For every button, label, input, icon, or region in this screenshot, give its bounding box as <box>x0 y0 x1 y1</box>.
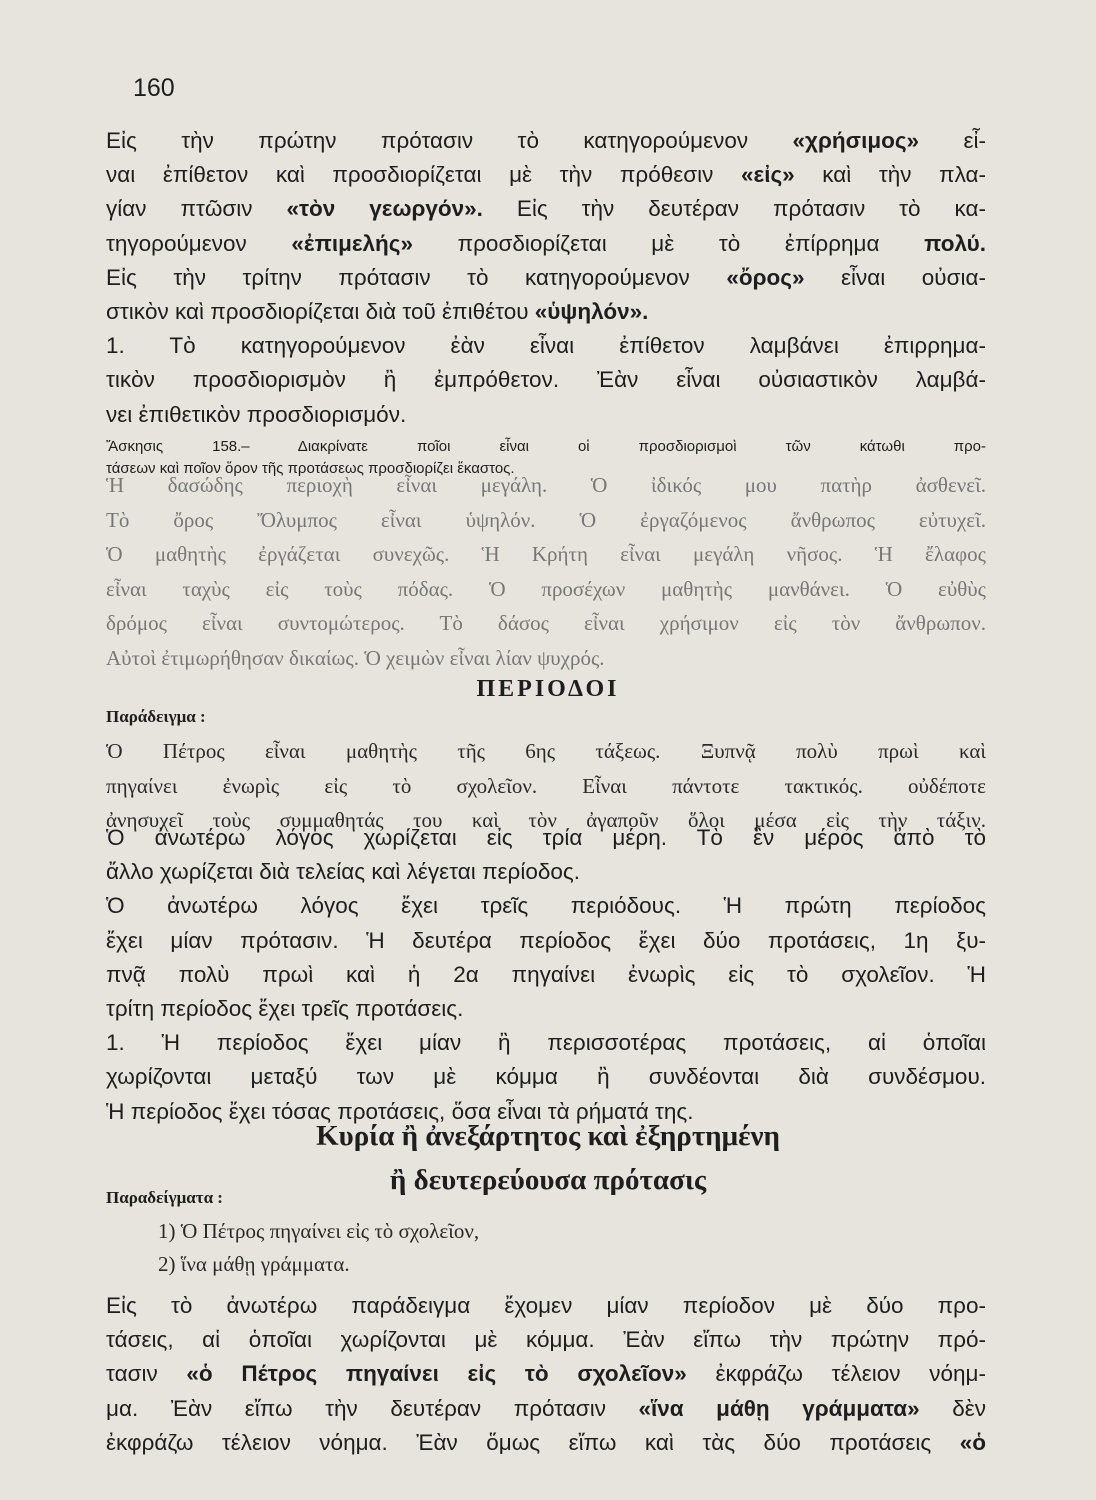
example-label: Παράδειγμα : <box>106 707 206 726</box>
bold-term: «ἐπιμελής» <box>291 230 413 256</box>
bold-term: «ἵνα μάθῃ γράμματα» <box>638 1395 920 1421</box>
bold-term: «χρήσιμος» <box>792 128 920 153</box>
explanation-line: Ἡ περίοδος ἔχει τόσας προτάσεις, ὅσα εἶναι τὰ ρήματά της. <box>106 1098 694 1124</box>
text-segment: 1. Τὸ κατηγορούμενον ἐὰν εἶναι ἐπίθετον λαμβάνει ἐπιρρημα- <box>106 333 986 359</box>
text-segment: τάσεις, αἱ ὁποῖαι χωρίζονται μὲ κόμμα. Ἐὰν εἴπω τὴν πρώτην πρό- <box>106 1327 986 1353</box>
text-line <box>106 192 986 226</box>
exercise-instruction-line: Ἄσκησις 158.– Διακρίνατε ποῖοι εἶναι οἱ προσδιορισμοὶ τῶν κάτωθι προ- <box>106 438 986 455</box>
intro-paragraph <box>106 124 986 432</box>
text-segment: Εἰς τὸ ἀνωτέρω παράδειγμα ἔχομεν μίαν περίοδον μὲ δύο προ- <box>106 1293 986 1318</box>
text-segment: δὲν <box>952 1395 986 1421</box>
explanation-line: ἔχει μίαν πρότασιν. Ἡ δευτέρα περίοδος ἔχει δύο προτάσεις, 1η ξυ- <box>106 927 986 953</box>
text-segment: Εἰς τὴν πρώτην πρότασιν τὸ κατηγορούμενον <box>106 128 749 153</box>
explanation-line: Ὁ ἀνωτέρω λόγος χωρίζεται εἰς τρία μέρη. Τὸ ἓν μέρος ἀπὸ τὸ <box>106 825 986 850</box>
examples-label: Παραδείγματα : <box>106 1188 223 1207</box>
text-segment: Εἰς τὴν δευτέραν πρότασιν τὸ κα- <box>516 196 986 222</box>
section-heading-kyria-line1: Κυρία ἢ ἀνεξάρτητος καὶ ἐξηρτημένη <box>316 1120 780 1152</box>
text-segment: ἐκφράζω τέλειον νόημα. Ἐὰν ὅμως εἴπω καὶ τὰς δύο προτάσεις <box>106 1429 932 1455</box>
example-text-line: Ὁ Πέτρος εἶναι μαθητὴς τῆς 6ης τάξεως. Ξυπνᾷ πολὺ πρωὶ καὶ <box>106 739 986 763</box>
exercise-sentences <box>106 468 986 675</box>
text-line <box>106 1289 986 1323</box>
example-item-1: 1) Ὁ Πέτρος πηγαίνει εἰς τὸ σχολεῖον, <box>158 1219 480 1243</box>
bold-term: πολύ. <box>924 230 986 256</box>
bold-term: «ὑψηλόν». <box>534 298 649 324</box>
text-line <box>106 398 986 432</box>
text-line <box>106 124 986 158</box>
text-segment: τηγορούμενον <box>106 230 247 256</box>
text-segment: εἶναι οὐσια- <box>840 264 986 290</box>
text-segment: μα. Ἐὰν εἴπω τὴν δευτέραν πρότασιν <box>106 1395 606 1421</box>
example-item-2: 2) ἵνα μάθῃ γράμματα. <box>158 1252 350 1276</box>
text-segment: Εἰς τὴν τρίτην πρότασιν τὸ κατηγορούμενον <box>106 264 690 290</box>
section-heading-periodoi: ΠΕΡΙΟΔΟΙ <box>476 676 620 702</box>
exercise-sentence-line: δρόμος εἶναι συντομώτερος. Τὸ δάσος εἶναι χρήσιμον εἰς τὸν ἄνθρωπον. <box>106 611 986 635</box>
exercise-sentence-line: Τὸ ὄρος Ὄλυμπος εἶναι ὑψηλόν. Ὁ ἐργαζόμενος ἄνθρωπος εὐτυχεῖ. <box>106 507 986 532</box>
explanation-line: χωρίζονται μεταξύ των μὲ κόμμα ἢ συνδέονται διὰ συνδέσμου. <box>106 1064 986 1090</box>
text-line <box>106 1357 986 1391</box>
page-number: 160 <box>133 74 175 102</box>
text-line <box>106 261 986 295</box>
bold-term: «ὁ <box>959 1429 986 1455</box>
text-segment: εἶ- <box>963 128 986 153</box>
text-segment: νει ἐπιθετικὸν προσδιορισμόν. <box>106 401 407 427</box>
text-line <box>106 158 986 192</box>
text-line <box>106 1323 986 1357</box>
text-segment: ναι ἐπίθετον καὶ προσδιορίζεται μὲ τὴν πρόθεσιν <box>106 162 714 188</box>
exercise-instruction-line: τάσεων καὶ ποῖον ὅρον τῆς προτάσεως προσδιορίζει ἕκαστος. <box>106 460 515 477</box>
text-line <box>106 329 986 363</box>
explanation-line: Ὁ ἀνωτέρω λόγος ἔχει τρεῖς περιόδους. Ἡ πρώτη περίοδος <box>106 893 986 919</box>
text-segment: στικὸν καὶ προσδιορίζεται διὰ τοῦ ἐπιθέτου <box>106 298 529 324</box>
text-line <box>106 227 986 261</box>
section-heading-kyria-line2: ἢ δευτερεύουσα πρότασις <box>389 1164 707 1196</box>
bold-term: «ὁ Πέτρος πηγαίνει εἰς τὸ σχολεῖον» <box>186 1361 687 1387</box>
text-line <box>106 1392 986 1426</box>
text-segment: ἐκφράζω τέλειον νόημ- <box>715 1361 986 1387</box>
periodoi-explanation <box>106 821 986 1129</box>
explanation-line: τρίτη περίοδος ἔχει τρεῖς προτάσεις. <box>106 995 464 1021</box>
bold-term: «τὸν γεωργόν». <box>286 196 483 222</box>
exercise-sentence-line: Αὐτοὶ ἐτιμωρήθησαν δικαίως. Ὁ χειμὼν εἶναι λίαν ψυχρός. <box>106 645 605 670</box>
example-text-line: πηγαίνει ἐνωρὶς εἰς τὸ σχολεῖον. Εἶναι πάντοτε τακτικός. οὐδέποτε <box>106 773 986 798</box>
text-line <box>106 363 986 397</box>
text-line <box>106 295 986 329</box>
text-segment: προσδιορίζεται μὲ τὸ ἐπίρρημα <box>457 230 880 256</box>
exercise-sentence-line: εἶναι ταχὺς εἰς τοὺς πόδας. Ὁ προσέχων μαθητὴς μανθάνει. Ὁ εὐθὺς <box>106 576 986 601</box>
text-segment: τικὸν προσδιορισμὸν ἢ ἐμπρόθετον. Ἐὰν εἶναι οὐσιαστικὸν λαμβά- <box>106 367 986 393</box>
kyria-explanation <box>106 1289 986 1460</box>
text-segment: γίαν πτῶσιν <box>106 196 253 222</box>
bold-term: «ὄρος» <box>726 264 805 290</box>
explanation-line: 1. Ἡ περίοδος ἔχει μίαν ἢ περισσοτέρας προτάσεις, αἱ ὁποῖαι <box>106 1030 986 1056</box>
explanation-line: ἄλλο χωρίζεται διὰ τελείας καὶ λέγεται περίοδος. <box>106 859 580 885</box>
exercise-sentence-line: Ἡ δασώδης περιοχὴ εἶναι μεγάλη. Ὁ ἰδικός μου πατὴρ ἀσθενεῖ. <box>106 473 986 497</box>
explanation-line: πνᾷ πολὺ πρωὶ καὶ ἡ 2α πηγαίνει ἐνωρὶς εἰς τὸ σχολεῖον. Ἡ <box>106 961 986 987</box>
bold-term: «εἰς» <box>741 162 795 188</box>
text-segment: τασιν <box>106 1361 158 1387</box>
text-segment: καὶ τὴν πλα- <box>822 162 986 188</box>
text-line <box>106 1426 986 1460</box>
example-text-line: ἀνησυχεῖ τοὺς συμμαθητάς του καὶ τὸν ἀγαποῦν ὅλοι μέσα εἰς τὴν τάξιν. <box>106 808 986 832</box>
exercise-sentence-line: Ὁ μαθητὴς ἐργάζεται συνεχῶς. Ἡ Κρήτη εἶναι μεγάλη νῆσος. Ἡ ἔλαφος <box>106 542 986 566</box>
